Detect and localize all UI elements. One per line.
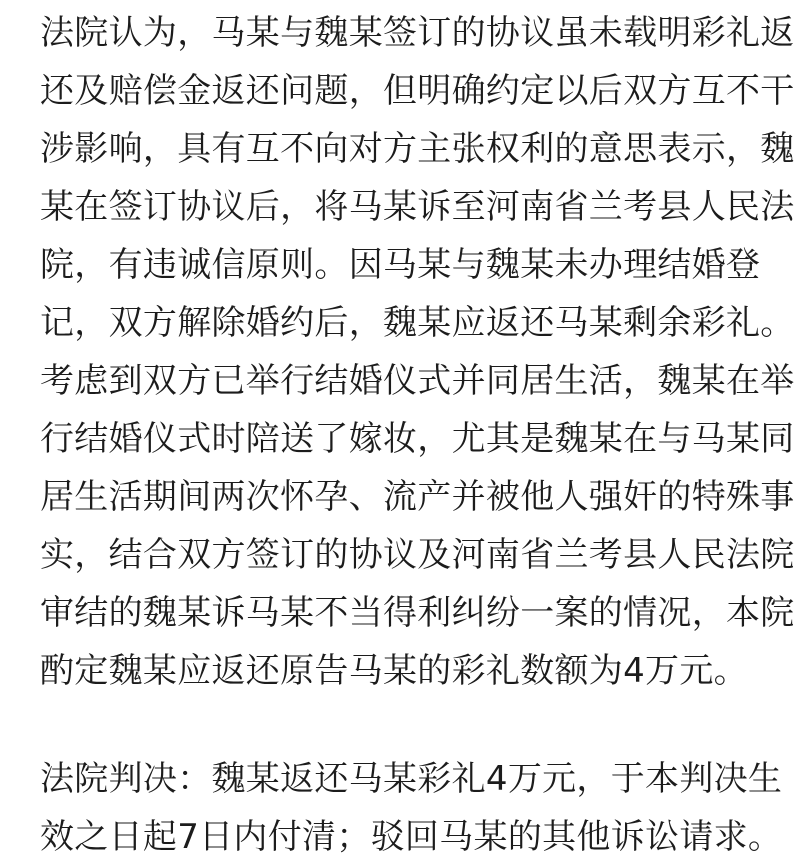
text-line: 法院认为，马某与魏某签订的协议虽未载明彩礼返 [40, 13, 795, 53]
text-line: 效之日起7日内付清；驳回马某的其他诉讼请求。 [40, 817, 783, 857]
court-judgment-paragraph [40, 750, 783, 866]
text-line: 行结婚仪式时陪送了嫁妆，尤其是魏某在与马某同 [40, 419, 795, 459]
text-line: 实，结合双方签订的协议及河南省兰考县人民法院 [40, 535, 795, 575]
text-line: 考虑到双方已举行结婚仪式并同居生活，魏某在举 [40, 361, 795, 401]
text-line: 还及赔偿金返还问题，但明确约定以后双方互不干 [40, 71, 795, 111]
text-line: 记，双方解除婚约后，魏某应返还马某剩余彩礼。 [40, 303, 795, 343]
court-opinion-paragraph [40, 4, 795, 700]
text-line: 涉影响，具有互不向对方主张权利的意思表示，魏 [40, 129, 795, 169]
article-text [40, 4, 795, 866]
paragraph-spacer [40, 700, 770, 750]
text-line: 某在签订协议后，将马某诉至河南省兰考县人民法 [40, 187, 795, 227]
text-line: 酌定魏某应返还原告马某的彩礼数额为4万元。 [40, 651, 748, 691]
text-line: 院，有违诚信原则。因马某与魏某未办理结婚登 [40, 245, 761, 285]
text-line: 法院判决：魏某返还马某彩礼4万元，于本判决生 [40, 759, 783, 799]
text-line: 审结的魏某诉马某不当得利纠纷一案的情况，本院 [40, 593, 795, 633]
text-line: 居生活期间两次怀孕、流产并被他人强奸的特殊事 [40, 477, 795, 517]
